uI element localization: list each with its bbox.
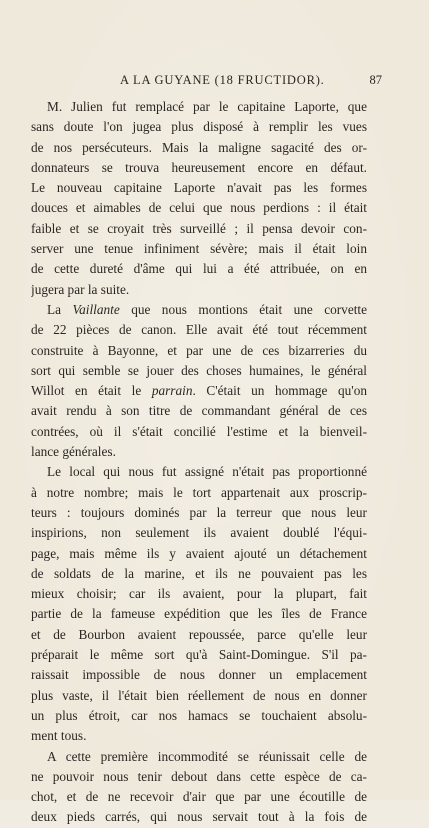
- text-line: page, mais même ils y avaient ajouté un détachement: [31, 545, 367, 561]
- text-line: inspirions, non seulement ils avaient doublé l'équi-: [31, 525, 367, 541]
- italic-term: parrain: [151, 383, 193, 399]
- text-line: raissait impossible de nous donner un emplacement: [31, 667, 367, 683]
- text-fragment: Willot en était le: [31, 383, 142, 399]
- text-line: Le local qui nous fut assigné n'était pas proportionné: [47, 464, 367, 480]
- text-fragment: . C'était un hommage qu'on: [192, 383, 367, 399]
- text-line: server une tenue infiniment sévère; mais il était loin: [31, 241, 367, 257]
- text-fragment: que nous montions était une corvette: [131, 301, 367, 317]
- page-number: 87: [369, 73, 382, 87]
- text-fragment: La: [47, 301, 62, 317]
- text-line: faible et se croyait très surveillé ; il pensa devoir con-: [31, 220, 367, 236]
- text-line: construite à Bayonne, et par une de ces bizarreries du: [31, 342, 367, 358]
- text-line: mieux choisir; car ils avaient, pour la plupart, fait: [31, 586, 367, 602]
- text-line: contrées, où il s'était concilié l'estime et la bienveil-: [31, 423, 367, 439]
- text-line: sans doute l'on jugea plus disposé à remplir les vues: [31, 119, 367, 135]
- text-line: Le nouveau capitaine Laporte n'avait pas les formes: [31, 180, 367, 196]
- text-line: jugera par la suite.: [31, 281, 130, 297]
- text-line: partie de la fameuse expédition que les îles de France: [31, 606, 367, 622]
- text-line: ne pouvoir nous tenir debout dans cette espèce de ca-: [31, 768, 367, 784]
- text-line: préparait le même sort qu'à Saint-Domingue. S'il pa-: [31, 647, 367, 663]
- text-line: M. Julien fut remplacé par le capitaine Laporte, que: [47, 99, 367, 114]
- text-line: deux pieds carrés, qui nous servait tout à la fois de: [31, 809, 367, 825]
- text-line: à notre nombre; mais le tort appartenait aux proscrip-: [31, 484, 367, 500]
- text-line: de nos persécuteurs. Mais la maligne sagacité des or-: [31, 139, 367, 155]
- text-line: sort qui semble se jouer des choses humaines, le général: [31, 362, 367, 378]
- text-line: donnateurs se trouva heureusement encore en défaut.: [31, 159, 367, 175]
- text-line: teurs : toujours dominés par la terreur que nous leur: [31, 504, 367, 520]
- text-line: [31, 300, 367, 320]
- text-line: de soldats de la marine, et ils ne pouvaient pas les: [31, 565, 367, 581]
- running-head: A LA GUYANE (18 FRUCTIDOR).: [120, 73, 325, 87]
- text-line: [31, 381, 367, 401]
- ship-name: Vaillante: [72, 301, 120, 317]
- text-line: et de Bourbon avaient repoussée, parce qu'elle leur: [31, 626, 367, 642]
- text-line: A cette première incommodité se réunissait celle de: [47, 748, 367, 764]
- text-line: de 22 pièces de canon. Elle avait été tout récemment: [31, 322, 367, 338]
- text-line: chot, et de ne recevoir d'air que par une écoutille de: [31, 789, 367, 805]
- text-line: ment tous.: [31, 728, 87, 744]
- text-line: plus vaste, il l'était bien réellement de nous en donner: [31, 687, 367, 703]
- text-line: douces et aimables de celui que nous perdions : il était: [31, 200, 367, 216]
- text-line: de cette dureté d'âme qui lui a été attribuée, on en: [31, 261, 367, 277]
- text-line: lance générales.: [31, 444, 116, 460]
- body-text: [31, 97, 367, 828]
- text-line: un plus étroit, car nos hamacs se touchaient absolu-: [31, 707, 367, 723]
- text-line: avait rendu à son titre de commandant général de ces: [31, 403, 367, 419]
- page-header: [34, 73, 390, 89]
